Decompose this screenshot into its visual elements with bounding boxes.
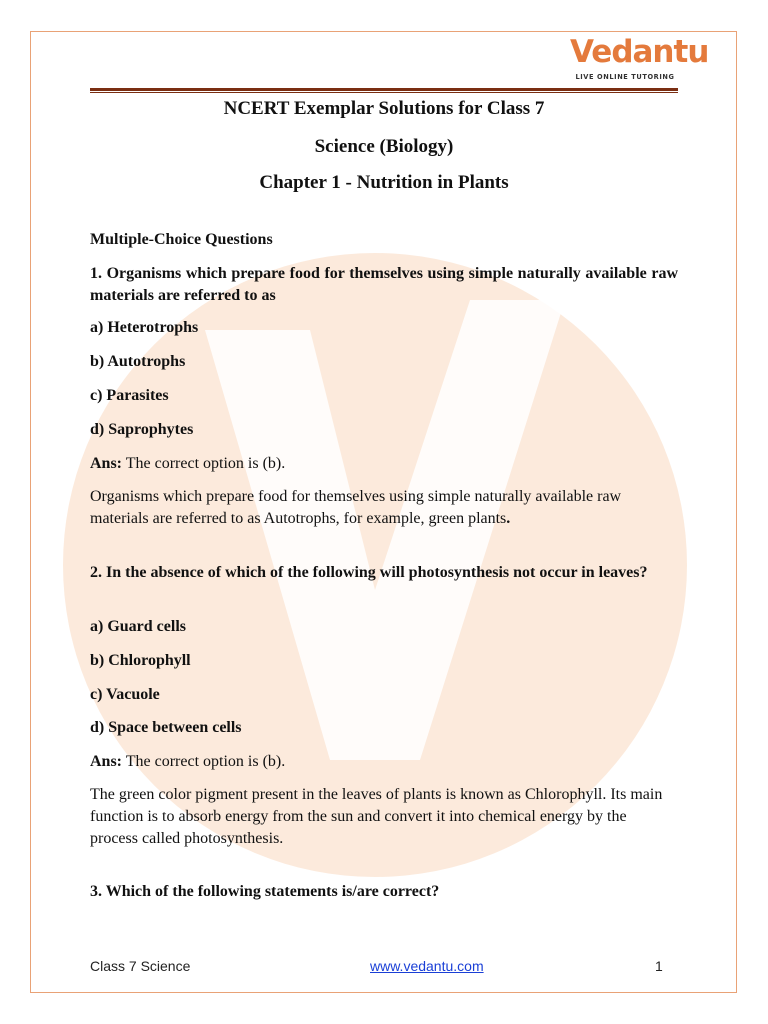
q2-answer	[90, 751, 678, 773]
footer-website-link[interactable]: www.vedantu.com	[370, 958, 484, 974]
q1-answer-label: Ans:	[90, 455, 123, 472]
q2-option-b: b) Chlorophyll	[90, 652, 191, 669]
header-rule	[90, 88, 678, 91]
section-title: Multiple-Choice Questions	[90, 231, 273, 248]
footer-page-number: 1	[655, 958, 663, 974]
footer-left-label: Class 7 Science	[90, 958, 191, 974]
q1-option-b: b) Autotrophs	[90, 353, 186, 370]
chapter-title: Chapter 1 - Nutrition in Plants	[259, 172, 509, 193]
q1-answer-text: The correct option is (b).	[122, 455, 286, 472]
q1-explanation	[90, 486, 678, 530]
q1-option-a: a) Heterotrophs	[90, 319, 199, 336]
q2-option-d: d) Space between cells	[90, 719, 242, 736]
q1-explanation-text: Organisms which prepare food for themselves using simple naturally available raw materials are referred to as Autotrophs, for example, green plants	[90, 488, 622, 527]
q1-option-c: c) Parasites	[90, 387, 169, 404]
q2-answer-label: Ans:	[90, 753, 123, 770]
question-2: 2. In the absence of which of the following will photosynthesis not occur in leaves?	[90, 564, 648, 581]
q2-option-a: a) Guard cells	[90, 618, 186, 635]
vedantu-logo[interactable]	[570, 34, 709, 86]
logo-wordmark: Vedantu	[570, 34, 709, 70]
question-3: 3. Which of the following statements is/are correct?	[90, 883, 440, 900]
document-title: NCERT Exemplar Solutions for Class 7	[223, 98, 545, 119]
q2-option-c: c) Vacuole	[90, 686, 160, 703]
q1-explanation-end: .	[506, 510, 511, 527]
q1-option-d: d) Saprophytes	[90, 421, 194, 438]
q1-answer	[90, 453, 678, 475]
question-1: 1. Organisms which prepare food for themselves using simple naturally available raw materials are referred to as	[90, 265, 678, 304]
q2-answer-text: The correct option is (b).	[122, 753, 286, 770]
document-subject: Science (Biology)	[314, 136, 454, 157]
q2-explanation: The green color pigment present in the leaves of plants is known as Chlorophyll. Its main function is to absorb energy from the sun and convert it into chemical energy by the process called photosynthesis.	[90, 786, 663, 847]
header-rule-thin	[90, 92, 678, 93]
logo-tagline: LIVE ONLINE TUTORING	[575, 73, 675, 81]
